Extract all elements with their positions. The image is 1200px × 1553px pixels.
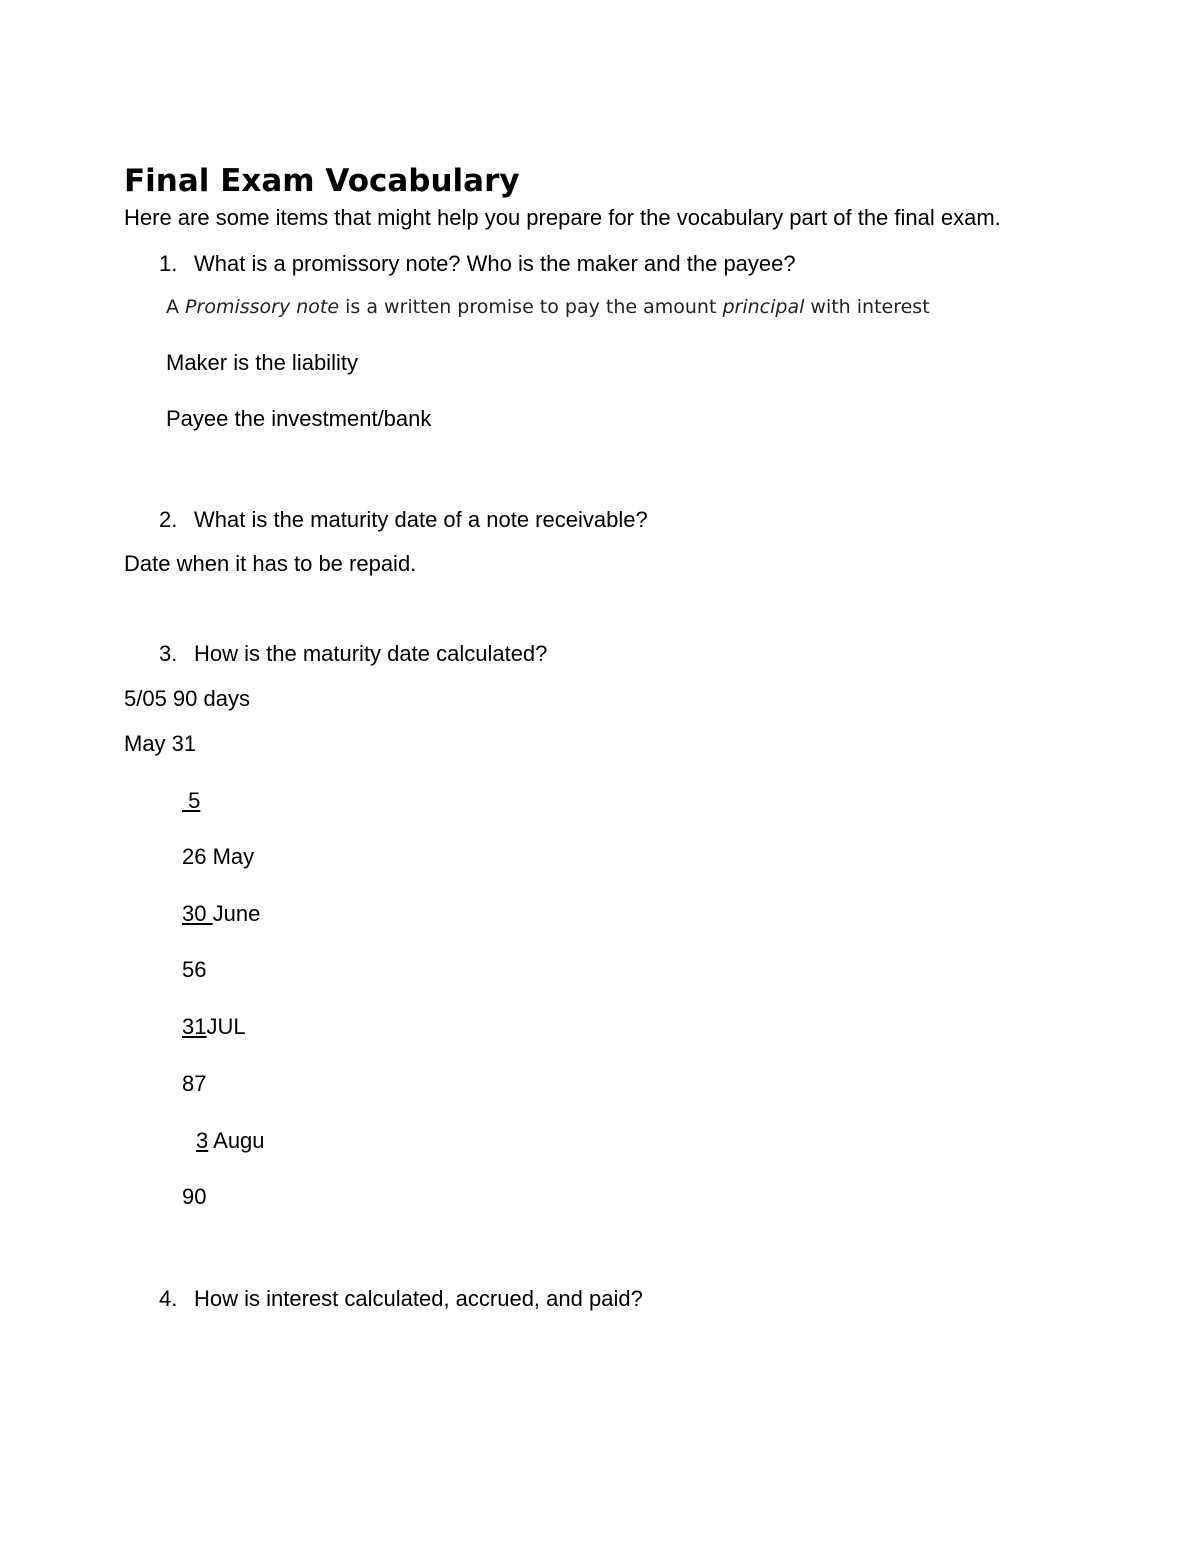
calc-row <box>196 1130 265 1152</box>
definition-part: with interest <box>804 296 930 318</box>
calc-underlined-value: 31 <box>182 1014 207 1039</box>
question-3 <box>159 643 547 665</box>
definition-term: Promissory note <box>185 296 340 318</box>
calc-label: 87 <box>182 1071 207 1096</box>
calc-label: 26 May <box>182 844 255 869</box>
calc-underlined-value: 5 <box>182 788 201 813</box>
question-text: What is the maturity date of a note receivable? <box>194 507 648 532</box>
calc-row <box>182 1073 206 1095</box>
definition-term: principal <box>722 296 805 318</box>
calc-row <box>182 903 260 925</box>
calc-label: JUL <box>206 1014 246 1039</box>
question-text: How is interest calculated, accrued, and paid? <box>194 1286 643 1311</box>
calc-row <box>182 959 206 981</box>
calc-row <box>182 1186 206 1208</box>
calc-label: June <box>212 901 261 926</box>
calc-label: 90 <box>182 1184 207 1209</box>
calc-row <box>182 1016 246 1038</box>
question-number: 2. <box>159 507 178 532</box>
question-number: 4. <box>159 1286 178 1311</box>
calc-underlined-value: 3 <box>196 1128 209 1153</box>
calc-label: 56 <box>182 957 207 982</box>
question-text: What is a promissory note? Who is the maker and the payee? <box>194 251 796 276</box>
question-1 <box>159 253 796 275</box>
question-number: 3. <box>159 641 178 666</box>
calc-underlined-value: 30 <box>182 901 213 926</box>
definition-part: A <box>166 296 186 318</box>
question-number: 1. <box>159 251 178 276</box>
definition-part: is a written promise to pay the amount <box>339 296 723 318</box>
document-title: Final Exam Vocabulary <box>124 163 520 199</box>
promissory-note-definition <box>166 298 930 317</box>
calc-row <box>182 846 254 868</box>
question-2 <box>159 509 648 531</box>
intro-text: Here are some items that might help you prepare for the vocabulary part of the final exam. <box>124 205 1001 230</box>
calc-start-line: 5/05 90 days <box>124 686 250 711</box>
maturity-date-answer: Date when it has to be repaid. <box>124 551 417 576</box>
calc-label: Augu <box>208 1128 265 1153</box>
question-text: How is the maturity date calculated? <box>194 641 548 666</box>
question-4 <box>159 1288 643 1310</box>
maker-answer: Maker is the liability <box>166 350 358 375</box>
payee-answer: Payee the investment/bank <box>166 406 432 431</box>
calc-row <box>182 790 200 812</box>
calc-month-line: May 31 <box>124 731 197 756</box>
